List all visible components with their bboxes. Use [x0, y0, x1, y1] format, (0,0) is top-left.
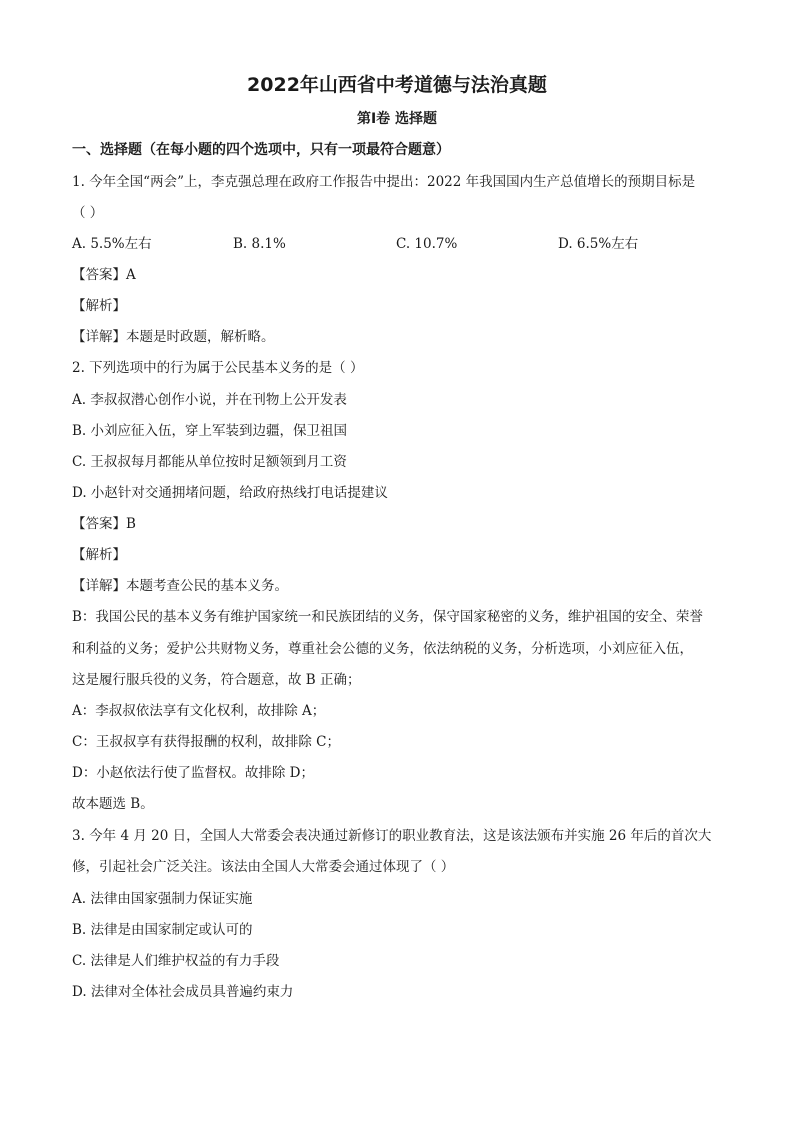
q3-option-a: A. 法律由国家强制力保证实施 — [72, 891, 253, 907]
q2-detail: 【详解】本题考查公民的基本义务。 — [72, 578, 288, 594]
document-title: 2022年山西省中考道德与法治真题 — [247, 74, 547, 96]
q1-option-c: C. 10.7% — [396, 236, 458, 252]
q2-stem: 2. 下列选项中的行为属于公民基本义务的是（ ） — [72, 360, 364, 376]
q1-option-a: A. 5.5%左右 — [72, 236, 152, 252]
q2-answer: 【答案】B — [72, 516, 136, 532]
q2-explain-line: A：李叔叔依法享有文化权利，故排除 A； — [72, 703, 326, 719]
q1-detail: 【详解】本题是时政题，解析略。 — [72, 329, 275, 345]
q1-analysis-label: 【解析】 — [72, 298, 126, 314]
q1-stem-line1: 1. 今年全国“两会”上，李克强总理在政府工作报告中提出：2022 年我国国内生产总值增长的预期目标是 — [72, 174, 696, 190]
q2-option-a: A. 李叔叔潜心创作小说，并在刊物上公开发表 — [72, 392, 347, 408]
q2-explain-line: C：王叔叔享有获得报酬的权利，故排除 C； — [72, 734, 340, 750]
document-subtitle: 第Ⅰ卷 选择题 — [356, 111, 438, 127]
q1-answer: 【答案】A — [72, 267, 136, 283]
q3-option-c: C. 法律是人们维护权益的有力手段 — [72, 953, 280, 969]
q1-stem-line2: （ ） — [72, 205, 104, 221]
q3-option-d: D. 法律对全体社会成员具普遍约束力 — [72, 984, 294, 1000]
q2-option-d: D. 小赵针对交通拥堵问题，给政府热线打电话提建议 — [72, 485, 388, 501]
q2-conclusion: 故本题选 B。 — [72, 796, 154, 812]
q1-option-b: B. 8.1% — [233, 236, 286, 252]
q2-analysis-label: 【解析】 — [72, 547, 126, 563]
q2-option-b: B. 小刘应征入伍，穿上军装到边疆，保卫祖国 — [72, 423, 348, 439]
q2-explain-line: 和利益的义务；爱护公共财物义务，尊重社会公德的义务，依法纳税的义务，分析选项，小刘应征入伍， — [72, 641, 693, 657]
q2-option-c: C. 王叔叔每月都能从单位按时足额领到月工资 — [72, 454, 347, 470]
section-heading: 一、选择题（在每小题的四个选项中，只有一项最符合题意） — [72, 142, 450, 158]
q2-explain-line: B：我国公民的基本义务有维护国家统一和民族团结的义务，保守国家秘密的义务，维护祖国的安全、荣誉 — [72, 609, 703, 625]
q3-option-b: B. 法律是由国家制定或认可的 — [72, 922, 253, 938]
q3-stem-line2: 修，引起社会广泛关注。该法由全国人大常委会通过体现了（ ） — [72, 859, 455, 875]
q1-option-d: D. 6.5%左右 — [558, 236, 639, 252]
q2-explain-line: D：小赵依法行使了监督权。故排除 D； — [72, 765, 314, 781]
q2-explain-line: 这是履行服兵役的义务，符合题意，故 B 正确； — [72, 672, 361, 688]
q3-stem-line1: 3. 今年 4 月 20 日，全国人大常委会表决通过新修订的职业教育法，这是该法颁布并实施 26 年后的首次大 — [72, 828, 712, 844]
